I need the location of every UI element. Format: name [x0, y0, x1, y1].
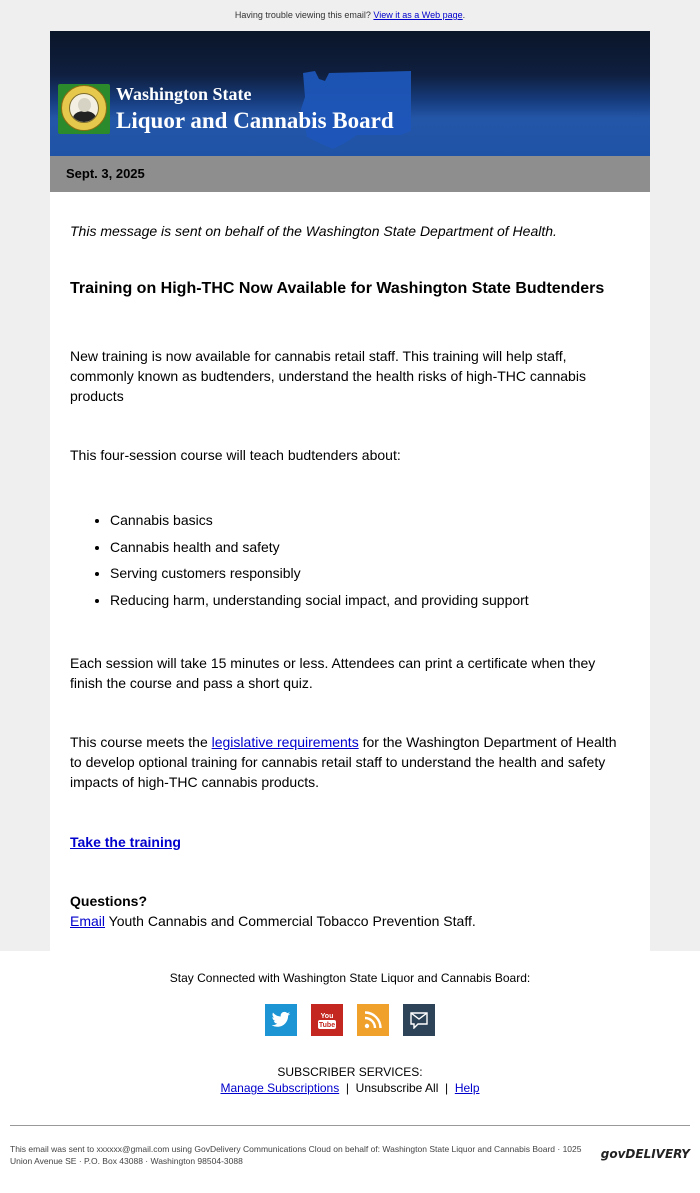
- list-item: • Cannabis basics: [110, 510, 630, 530]
- govdelivery-logo: govDELIVERY: [600, 1147, 690, 1162]
- email-description: Youth Cannabis and Commercial Tobacco Prevention Staff.: [105, 913, 476, 930]
- twitter-button[interactable]: [265, 1004, 297, 1036]
- subscriber-heading: SUBSCRIBER SERVICES:: [277, 1065, 423, 1080]
- header-banner: [50, 31, 650, 156]
- svg-text:You: You: [320, 1013, 334, 1021]
- questions-section: [70, 852, 630, 931]
- agency-brand: [116, 83, 394, 135]
- email-icon: [409, 1011, 429, 1029]
- web-view-text: Having trouble viewing this email?: [234, 10, 371, 20]
- twitter-icon: [271, 1011, 291, 1029]
- youtube-icon: [316, 1009, 338, 1031]
- web-view-link[interactable]: View it as a Web page: [373, 10, 463, 20]
- take-training-link[interactable]: Take the training: [70, 834, 181, 851]
- paragraph-requirements: [70, 693, 630, 792]
- legal-text: This email was sent to xxxxxx@gmail.com using GovDelivery Communications Cloud on behalf of: Washington State Liquor and Cannabis Board · 1025 Union Avenue SE · P.O. Box 43088 · Washington 98504-3088: [10, 1144, 582, 1167]
- requirements-text-post: for the Washington Department of Health to develop optional training for cannabis retail staff to understand the health and safety impacts of high-THC cannabis products.: [70, 734, 617, 791]
- web-view-bar: [0, 0, 700, 31]
- manage-subscriptions-link[interactable]: Manage Subscriptions: [220, 1081, 340, 1096]
- email-link[interactable]: Email: [70, 913, 106, 930]
- email-card: [50, 31, 650, 951]
- paragraph-session-length: Each session will take 15 minutes or less. Attendees can print a certificate when they finish the course and pass a short quiz.: [70, 655, 596, 692]
- questions-heading: Questions?: [70, 893, 148, 910]
- state-seal-logo: [58, 84, 110, 134]
- email-container: [0, 31, 700, 951]
- svg-text:Tube: Tube: [318, 1022, 336, 1030]
- web-view-period: .: [462, 10, 466, 20]
- email-share-button[interactable]: [403, 1004, 435, 1036]
- list-item: • Serving customers responsibly: [110, 563, 630, 583]
- brand-line-2: Liquor and Cannabis Board: [116, 108, 394, 133]
- requirements-text-pre: This course meets the: [70, 734, 212, 751]
- paragraph-training-intro: New training is now available for cannabis retail staff. This training will help staff, commonly known as budtenders, understand the health risks of high-THC cannabis products: [70, 348, 586, 404]
- email-content: [50, 192, 650, 951]
- social-links: [0, 1004, 700, 1036]
- intro-text: This message is sent on behalf of the Washington State Department of Health.: [70, 223, 557, 239]
- youtube-button[interactable]: [311, 1004, 343, 1036]
- separator: |: [438, 1081, 455, 1096]
- subscriber-services: [0, 1064, 700, 1096]
- subscriber-links: [0, 1080, 700, 1096]
- brand-line-1: Washington State: [116, 84, 252, 104]
- list-item: • Reducing harm, understanding social impact, and providing support: [110, 590, 630, 610]
- rss-button[interactable]: [357, 1004, 389, 1036]
- unsubscribe-all-link[interactable]: Unsubscribe All: [355, 1081, 439, 1096]
- cta-paragraph: [70, 792, 630, 852]
- legal-footer: [10, 1126, 690, 1167]
- date-bar: Sept. 3, 2025: [50, 156, 650, 192]
- list-item: • Cannabis health and safety: [110, 537, 630, 557]
- topics-list: [70, 465, 630, 610]
- separator: |: [339, 1081, 356, 1096]
- stay-connected-text: Stay Connected with Washington State Liquor and Cannabis Board:: [169, 971, 531, 986]
- rss-icon: [364, 1011, 382, 1029]
- paragraph-course-topics: This four-session course will teach budtenders about:: [70, 447, 401, 463]
- headline: Training on High-THC Now Available for Washington State Budtenders: [70, 280, 605, 297]
- legislative-requirements-link[interactable]: legislative requirements: [211, 734, 359, 751]
- help-link[interactable]: Help: [454, 1081, 480, 1096]
